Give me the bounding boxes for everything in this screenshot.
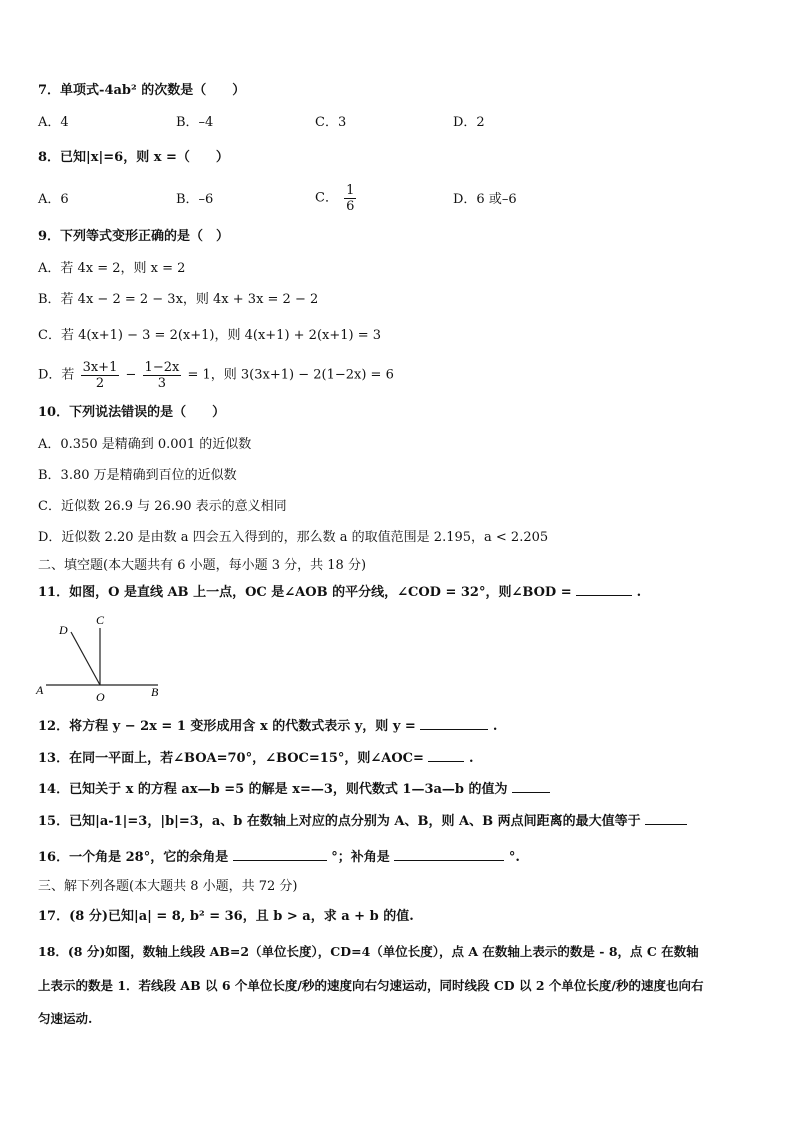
q18-line-1: 18．(8 分)如图，数轴上线段 AB=2（单位长度），CD=4（单位长度），点 A 在数轴上表示的数是 - 8，点 C 在数轴 <box>38 944 699 959</box>
q12-text: 12．将方程 y − 2x = 1 变形成用含 x 的代数式表示 y，则 y = <box>38 719 416 734</box>
q9-d-prefix: D．若 <box>38 367 75 383</box>
q7-option-a: A．4 <box>38 115 69 130</box>
q13-answer-blank[interactable] <box>428 748 464 762</box>
q8-option-c-fraction <box>344 183 356 214</box>
q11-end: . <box>636 585 642 600</box>
q18-line-2: 上表示的数是 1．若线段 AB 以 6 个单位长度/秒的速度向右匀速运动，同时线段 CD 以 2 个单位长度/秒的速度也向右 <box>38 978 704 993</box>
q8-option-c-label: C． <box>315 190 338 206</box>
q15-answer-blank[interactable] <box>645 811 687 825</box>
q9-d-minus: − <box>125 367 137 383</box>
q13-text: 13．在同一平面上，若∠BOA=70°，∠BOC=15°，则∠AOC= <box>38 751 424 766</box>
label-o: O <box>96 690 105 704</box>
q17-stem: 17．(8 分)已知|a| = 8, b² = 36，且 b > a，求 a + b 的值. <box>38 909 414 924</box>
q14-stem <box>38 779 550 799</box>
q16-part3: °. <box>508 850 520 865</box>
q7-option-c: C．3 <box>315 115 347 130</box>
q18-line-3: 匀速运动. <box>38 1011 93 1026</box>
q10-stem: 10．下列说法错误的是（ ） <box>38 405 226 420</box>
label-c: C <box>96 613 105 627</box>
q10-option-d: D．近似数 2.20 是由数 a 四会五入得到的，那么数 a 的取值范围是 2.195，a < 2.205 <box>38 530 549 545</box>
fraction-denominator: 6 <box>346 199 355 214</box>
ray-od <box>71 632 100 685</box>
q9-option-d <box>38 360 394 391</box>
q7-option-d: D．2 <box>453 115 485 130</box>
q10-option-a: A．0.350 是精确到 0.001 的近似数 <box>38 437 252 452</box>
angle-diagram <box>34 610 164 705</box>
q15-stem <box>38 811 687 831</box>
fraction-numerator: 1−2x <box>144 360 180 375</box>
q10-option-c: C．近似数 26.9 与 26.90 表示的意义相同 <box>38 499 287 514</box>
q11-text: 11．如图，O 是直线 AB 上一点，OC 是∠AOB 的平分线，∠COD = 32°，则∠BOD = <box>38 585 572 600</box>
q11-stem <box>38 582 641 602</box>
fraction-denominator: 3 <box>157 376 167 391</box>
q14-text: 14．已知关于 x 的方程 ax—b =5 的解是 x=—3，则代数式 1—3a—b 的值为 <box>38 782 508 797</box>
q8-stem: 8．已知|x|=6，则 x =（ ） <box>38 150 229 165</box>
q9-d-fraction-2 <box>143 360 182 391</box>
fraction-numerator: 3x+1 <box>82 360 118 375</box>
section-3-heading: 三、解下列各题(本大题共 8 小题，共 72 分) <box>38 879 298 894</box>
q15-text: 15．已知|a-1|=3，|b|=3，a、b 在数轴上对应的点分别为 A、B，则 A、B 两点间距离的最大值等于 <box>38 814 641 829</box>
q8-option-d: D．6 或–6 <box>453 192 517 207</box>
label-b: B <box>151 685 159 699</box>
q16-part2: °；补角是 <box>331 850 390 865</box>
q8-option-b: B．–6 <box>176 192 214 207</box>
q12-answer-blank[interactable] <box>420 716 488 730</box>
q8-option-c <box>315 183 358 214</box>
q9-option-a: A．若 4x = 2，则 x = 2 <box>38 261 186 276</box>
q11-answer-blank[interactable] <box>576 582 632 596</box>
q8-option-a: A．6 <box>38 192 69 207</box>
fraction-denominator: 2 <box>95 376 105 391</box>
q12-end: . <box>492 719 498 734</box>
q16-complement-blank[interactable] <box>233 847 327 861</box>
q16-stem <box>38 847 520 867</box>
label-a: A <box>36 683 44 697</box>
q12-stem <box>38 716 497 736</box>
q9-d-suffix: = 1，则 3(3x+1) − 2(1−2x) = 6 <box>187 367 394 383</box>
q10-option-b: B．3.80 万是精确到百位的近似数 <box>38 468 237 483</box>
q7-option-b: B．–4 <box>176 115 214 130</box>
section-2-heading: 二、填空题(本大题共有 6 小题，每小题 3 分，共 18 分) <box>38 558 367 573</box>
fraction-numerator: 1 <box>346 183 355 198</box>
q16-supplement-blank[interactable] <box>394 847 504 861</box>
label-d: D <box>59 623 68 637</box>
q16-part1: 16．一个角是 28°，它的余角是 <box>38 850 229 865</box>
q9-d-fraction-1 <box>81 360 120 391</box>
q14-answer-blank[interactable] <box>512 779 550 793</box>
q7-stem: 7．单项式-4ab² 的次数是（ ） <box>38 83 246 98</box>
q9-option-c: C．若 4(x+1) − 3 = 2(x+1)，则 4(x+1) + 2(x+1) = 3 <box>38 328 382 343</box>
q9-stem: 9．下列等式变形正确的是（ ） <box>38 229 230 244</box>
q9-option-b: B．若 4x − 2 = 2 − 3x，则 4x + 3x = 2 − 2 <box>38 292 319 307</box>
q13-end: . <box>469 751 474 766</box>
q13-stem <box>38 748 474 768</box>
